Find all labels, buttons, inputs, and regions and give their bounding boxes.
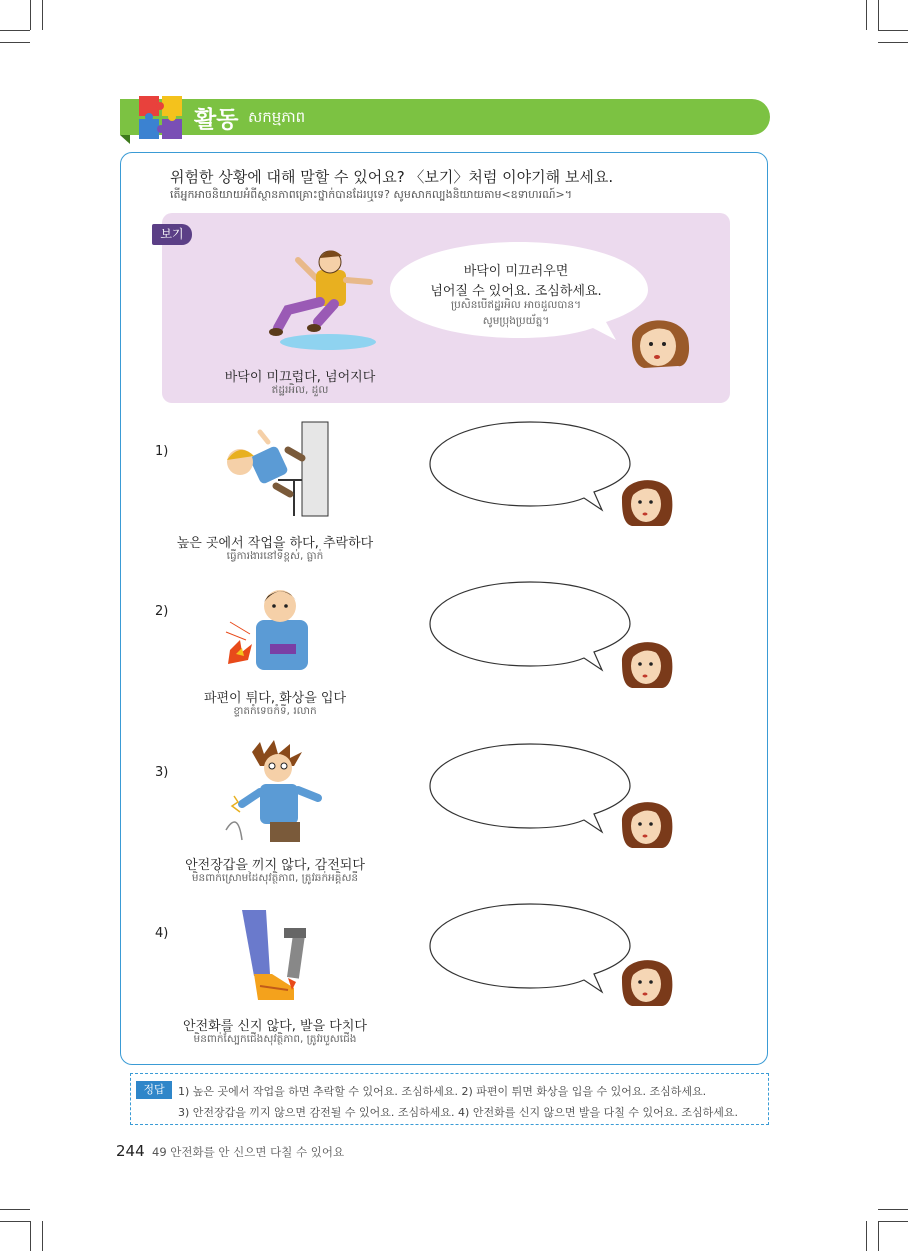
activity-title: 활동 xyxy=(194,107,239,133)
woman-face-icon xyxy=(616,632,676,690)
crop-mark xyxy=(0,30,30,31)
crop-mark xyxy=(878,42,908,43)
woman-face-icon xyxy=(616,470,676,528)
item-caption-ko: 높은 곳에서 작업을 하다, 추락하다 xyxy=(176,536,374,551)
empty-speech-bubble xyxy=(428,742,633,834)
page-number: 244 xyxy=(116,1142,145,1160)
woman-face-icon xyxy=(622,308,696,372)
answer-line-2: 3) 안전장갑을 끼지 않으면 감전될 수 있어요. 조심하세요. 4) 안전화를 신지 않으면 발을 다칠 수 있어요. 조심하세요. xyxy=(178,1106,739,1119)
example-caption-ko: 바닥이 미끄럽다, 넘어지다 xyxy=(224,370,376,385)
item-caption-km: ធ្វើការងារនៅទីខ្ពស់, ធ្លាក់ xyxy=(226,550,324,562)
item-number: 2) xyxy=(155,604,169,619)
activity-subtitle: សកម្មភាព xyxy=(248,108,306,126)
item-number: 1) xyxy=(155,444,169,459)
answer-tag: 정답 xyxy=(136,1081,172,1099)
foot-injury-illustration xyxy=(236,908,318,1004)
item-caption-km: មិនពាក់ស្បែកជើងសុវត្ថិភាព, ត្រូវរបួសជើង xyxy=(193,1033,357,1045)
crop-mark xyxy=(42,0,43,30)
falling-worker-illustration xyxy=(218,420,333,518)
empty-speech-bubble xyxy=(428,580,633,672)
crop-mark xyxy=(0,1209,30,1210)
question-khmer: តើអ្នកអាចនិយាយអំពីស្ថានភាពគ្រោះថ្នាក់បានដែរឬទេ? សូមសាកល្បងនិយាយតាម<ឧទាហរណ៍>។ xyxy=(170,188,572,201)
lesson-title: 49 안전화를 안 신으면 다칠 수 있어요 xyxy=(152,1145,345,1159)
crop-mark xyxy=(0,42,30,43)
example-bubble-km-2: សូមប្រុងប្រយ័ត្ន។ xyxy=(482,315,550,327)
item-caption-ko: 안전장갑을 끼지 않다, 감전되다 xyxy=(185,858,365,873)
empty-speech-bubble xyxy=(428,420,633,512)
item-caption-ko: 파편이 튀다, 화상을 입다 xyxy=(203,691,347,706)
item-caption-km: ខ្ទាតកំទេចកំទី, រលាក xyxy=(233,705,317,717)
question-korean: 위험한 상황에 대해 말할 수 있어요? 〈보기〉처럼 이야기해 보세요. xyxy=(170,168,614,186)
puzzle-icon xyxy=(138,95,184,141)
item-caption-ko: 안전화를 신지 않다, 발을 다치다 xyxy=(183,1019,367,1034)
crop-mark xyxy=(878,30,908,31)
item-number: 4) xyxy=(155,926,169,941)
sparks-burn-illustration xyxy=(220,582,326,676)
crop-mark xyxy=(878,1221,908,1222)
crop-mark xyxy=(878,1221,879,1251)
crop-mark xyxy=(866,1221,867,1251)
woman-face-icon xyxy=(616,950,676,1008)
crop-mark xyxy=(0,1221,30,1222)
crop-mark xyxy=(878,0,879,30)
example-bubble-ko-2: 넘어질 수 있어요. 조심하세요. xyxy=(430,284,602,299)
header-fold xyxy=(120,135,130,144)
slipping-worker-illustration xyxy=(258,240,383,355)
item-number: 3) xyxy=(155,765,169,780)
electric-shock-illustration xyxy=(220,740,330,844)
example-caption-km: ឥដ្ឋរអិល, ដួល xyxy=(271,384,329,396)
crop-mark xyxy=(30,1221,31,1251)
crop-mark xyxy=(866,0,867,30)
woman-face-icon xyxy=(616,792,676,850)
crop-mark xyxy=(42,1221,43,1251)
example-tag: 보기 xyxy=(152,224,192,245)
answer-line-1: 1) 높은 곳에서 작업을 하면 추락할 수 있어요. 조심하세요. 2) 파편이 튀면 화상을 입을 수 있어요. 조심하세요. xyxy=(178,1085,707,1098)
crop-mark xyxy=(30,0,31,30)
example-bubble-km-1: ប្រសិនបើឥដ្ឋរអិល អាចដួលបាន។ xyxy=(450,299,582,311)
empty-speech-bubble xyxy=(428,902,633,994)
example-bubble-ko-1: 바닥이 미끄러우면 xyxy=(463,264,569,279)
item-caption-km: មិនពាក់ស្រោមដៃសុវត្ថិភាព, ត្រូវឆក់អគ្គិសនី xyxy=(191,872,359,884)
crop-mark xyxy=(878,1209,908,1210)
